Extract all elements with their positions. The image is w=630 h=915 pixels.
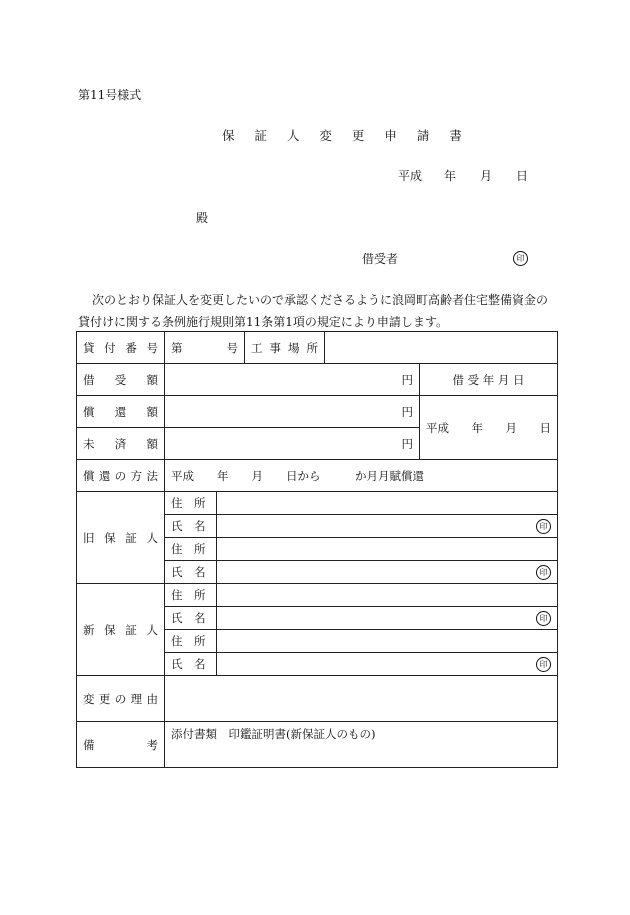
table-row (77, 396, 558, 428)
old-name-1-label: 氏 名 (165, 515, 217, 538)
table-row (77, 676, 558, 722)
unpaid-amount-label: 未 済 額 (77, 428, 165, 460)
new-address-2-field[interactable] (217, 630, 558, 653)
new-address-1-field[interactable] (217, 584, 558, 607)
page-title: 保 証 人 変 更 申 請 書 (222, 128, 470, 143)
table-row (77, 332, 558, 364)
old-guarantor-label: 旧 保 証 人 (77, 492, 165, 584)
seal-icon: 印 (536, 611, 551, 626)
table-row (77, 584, 558, 607)
repaid-amount-label: 償 還 額 (77, 396, 165, 428)
unpaid-amount-field[interactable]: 円 (165, 428, 420, 460)
site-label: 工 事 場 所 (245, 332, 325, 364)
old-address-1-label: 住 所 (165, 492, 217, 515)
new-name-1-label: 氏 名 (165, 607, 217, 630)
remarks-field[interactable]: 添付書類 印鑑証明書(新保証人のもの) (165, 722, 558, 768)
form-number: 第11号様式 (78, 88, 142, 102)
seal-icon: 印 (536, 519, 551, 534)
table-row (77, 722, 558, 768)
old-address-1-field[interactable] (217, 492, 558, 515)
table-row (77, 460, 558, 492)
new-name-1-field[interactable] (217, 607, 558, 630)
borrow-date-field[interactable]: 平成 年 月 日 (420, 396, 558, 460)
site-field[interactable] (325, 332, 558, 364)
statement-line-2: 貸付けに関する条例施行規則第11条第1項の規定により申請します。 (78, 315, 448, 329)
table-row (77, 364, 558, 396)
applicant-seal-icon: 印 (513, 250, 528, 266)
reason-label: 変更の理由 (77, 676, 165, 722)
old-address-2-label: 住 所 (165, 538, 217, 561)
old-name-2-field[interactable] (217, 561, 558, 584)
borrow-date-label: 借 受 年 月 日 (420, 364, 558, 396)
date-year-label: 年 (444, 169, 457, 183)
remarks-label: 備 考 (77, 722, 165, 768)
loan-no-label: 貸 付 番 号 (77, 332, 165, 364)
repay-method-label: 償還の方法 (77, 460, 165, 492)
new-address-2-label: 住 所 (165, 630, 217, 653)
borrowed-amount-field[interactable]: 円 (165, 364, 420, 396)
repaid-amount-field[interactable]: 円 (165, 396, 420, 428)
seal-icon: 印 (536, 565, 551, 580)
applicant-label: 借受者 (362, 252, 399, 266)
old-name-1-field[interactable] (217, 515, 558, 538)
new-name-2-label: 氏 名 (165, 653, 217, 676)
old-address-2-field[interactable] (217, 538, 558, 561)
request-statement (78, 289, 558, 333)
new-guarantor-label: 新 保 証 人 (77, 584, 165, 676)
reason-field[interactable] (165, 676, 558, 722)
borrowed-amount-label: 借 受 額 (77, 364, 165, 396)
addressee: 殿 (196, 211, 209, 225)
application-table (76, 331, 558, 768)
seal-icon: 印 (536, 657, 551, 672)
loan-no-field[interactable]: 第 号 (165, 332, 245, 364)
date-era: 平成 (398, 169, 423, 183)
table-row (77, 492, 558, 515)
repay-method-field[interactable]: 平成 年 月 日から か月月賦償還 (165, 460, 558, 492)
statement-line-1: 次のとおり保証人を変更したいので承認くださるように浪岡町高齢者住宅整備資金の (92, 293, 549, 307)
old-name-2-label: 氏 名 (165, 561, 217, 584)
date-month-label: 月 (480, 169, 493, 183)
new-address-1-label: 住 所 (165, 584, 217, 607)
date-day-label: 日 (516, 169, 529, 183)
new-name-2-field[interactable] (217, 653, 558, 676)
